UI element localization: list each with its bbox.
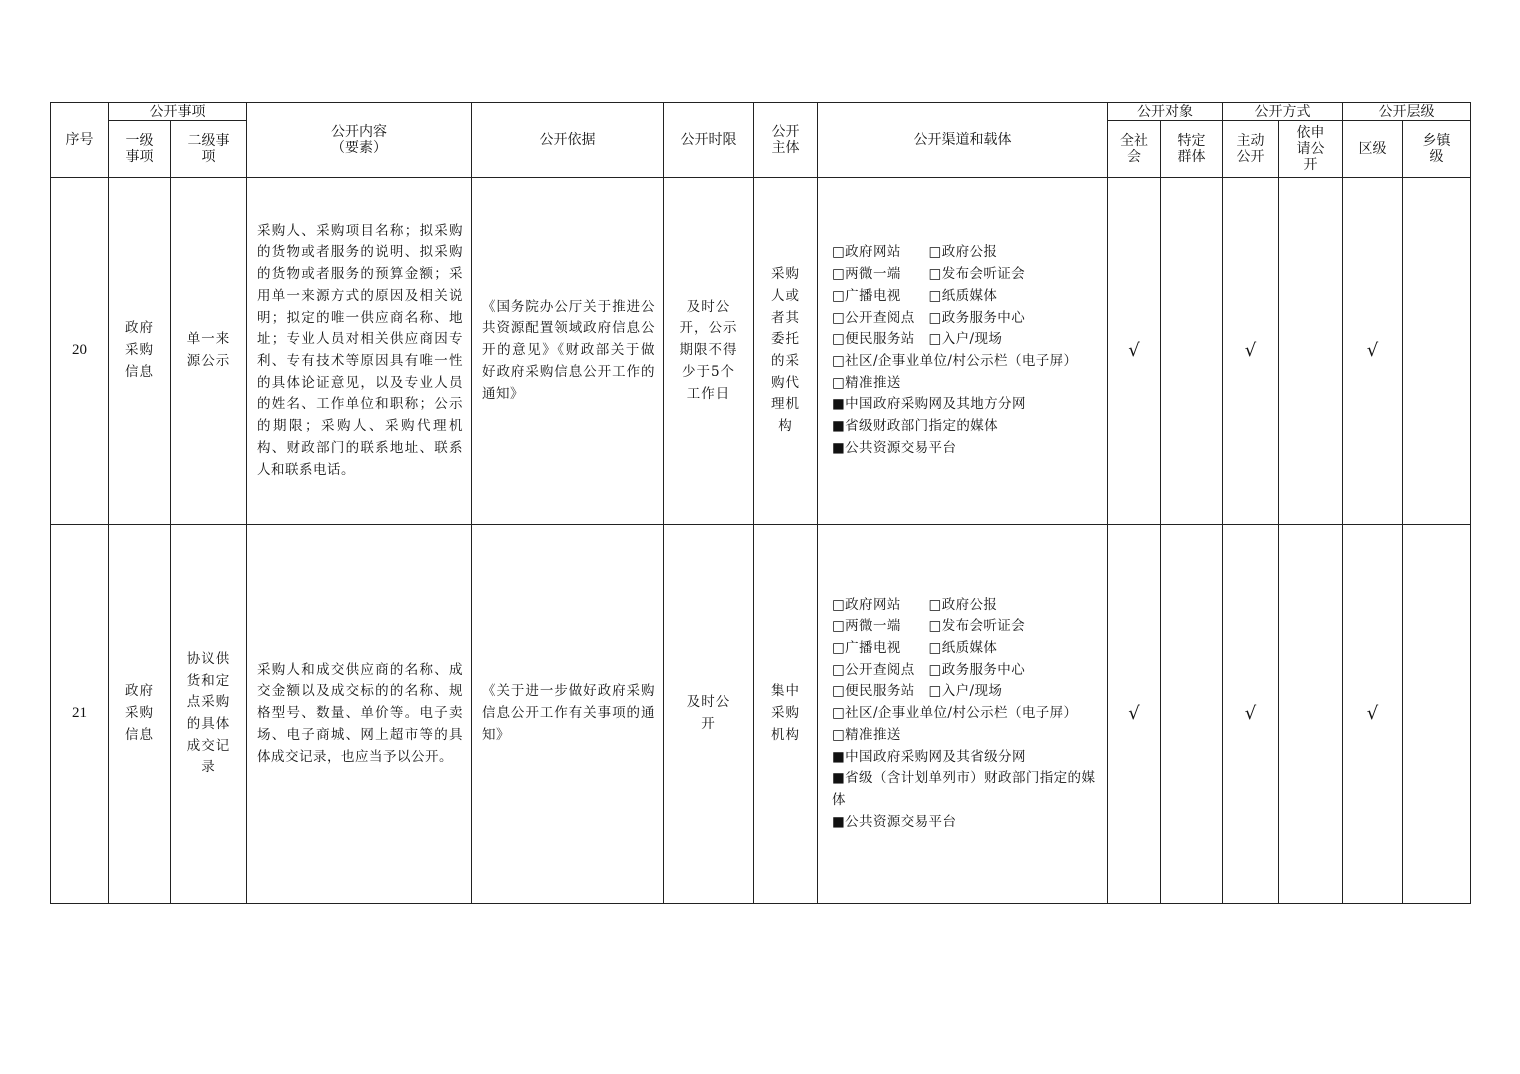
header-group-items-label: 公开事项 bbox=[149, 103, 206, 120]
header-seq bbox=[51, 103, 109, 178]
header-method-request bbox=[1279, 121, 1343, 178]
row-time-limit: 及时公 开，公示 期限不得 少于5个 工作日 bbox=[664, 178, 754, 525]
disclosure-table bbox=[50, 102, 1471, 904]
header-row-1 bbox=[51, 103, 1471, 121]
header-method-active-label: 主动 公开 bbox=[1236, 133, 1265, 165]
channel-item: □精准推送 bbox=[832, 726, 901, 743]
channel-item: □社区/企事业单位/村公示栏（电子屏） bbox=[832, 353, 1078, 369]
channel-item: ■公共资源交易平台 bbox=[832, 439, 957, 456]
row-content: 采购人和成交供应商的名称、成交金额以及成交标的的名称、规格型号、数量、单价等。电子卖场、电子商城、网上超市等的具体成交记录，也应当予以公开。 bbox=[247, 525, 472, 904]
row-target-all-check: √ bbox=[1108, 178, 1161, 525]
header-target-all-label: 全社 会 bbox=[1120, 133, 1148, 165]
row-level-district-check: √ bbox=[1343, 178, 1403, 525]
channel-item: □两微一端 □发布会听证会 bbox=[832, 618, 1026, 635]
channel-item: □广播电视 □纸质媒体 bbox=[832, 287, 998, 304]
header-method-request-label: 依申 请公 开 bbox=[1296, 125, 1325, 173]
row-level-district-check: √ bbox=[1343, 525, 1403, 904]
header-subject bbox=[754, 103, 818, 178]
header-channel-label: 公开渠道和载体 bbox=[913, 132, 1012, 148]
header-level-district-label: 区级 bbox=[1358, 141, 1387, 157]
header-group-method bbox=[1223, 103, 1343, 121]
row-seq: 21 bbox=[51, 525, 109, 904]
channel-item: □便民服务站 □入户/现场 bbox=[832, 683, 1003, 700]
row-target-specific-check bbox=[1161, 525, 1223, 904]
header-target-all bbox=[1108, 121, 1161, 178]
header-time-limit bbox=[664, 103, 754, 178]
row-content: 采购人、采购项目名称；拟采购的货物或者服务的说明、拟采购的货物或者服务的预算金额；采用单一来源方式的原因及相关说明；拟定的唯一供应商名称、地址；专业人员对相关供应商因专利、专有技术等原因具有唯一性的具体论证意见，以及专业人员的姓名、工作单位和职称；公示的期限；采购人、采购代理机构、财政部门的联系地址、联系人和联系电话。 bbox=[247, 178, 472, 525]
header-subject-label: 公开 主体 bbox=[771, 124, 800, 156]
channel-item: □两微一端 □发布会听证会 bbox=[832, 266, 1026, 283]
channel-item: ■省级（含计划单列市）财政部门指定的媒体 bbox=[832, 770, 1096, 808]
row-method-active-check: √ bbox=[1223, 178, 1279, 525]
channel-item: ■省级财政部门指定的媒体 bbox=[832, 418, 999, 435]
header-basis bbox=[472, 103, 664, 178]
header-level-town bbox=[1403, 121, 1471, 178]
row-basis: 《关于进一步做好政府采购信息公开工作有关事项的通知》 bbox=[472, 525, 664, 904]
row-level1: 政府 采购 信息 bbox=[109, 525, 171, 904]
row-level-town-check bbox=[1403, 178, 1471, 525]
row-target-specific-check bbox=[1161, 178, 1223, 525]
header-level2-label: 二级事 项 bbox=[187, 133, 230, 165]
row-target-all-check: √ bbox=[1108, 525, 1161, 904]
row-time-limit: 及时公 开 bbox=[664, 525, 754, 904]
channel-item: □广播电视 □纸质媒体 bbox=[832, 640, 998, 657]
header-group-level-label: 公开层级 bbox=[1378, 103, 1435, 120]
header-level2 bbox=[171, 121, 247, 178]
channel-item: ■中国政府采购网及其地方分网 bbox=[832, 396, 1026, 413]
channel-item: □政府网站 □政府公报 bbox=[832, 244, 998, 261]
header-time-limit-label: 公开时限 bbox=[680, 132, 737, 148]
header-target-specific-label: 特定 群体 bbox=[1177, 133, 1206, 165]
header-content bbox=[247, 103, 472, 178]
channel-item: □社区/企事业单位/村公示栏（电子屏） bbox=[832, 705, 1078, 722]
table-row bbox=[51, 178, 1471, 525]
header-group-target bbox=[1108, 103, 1223, 121]
channel-item: □公开查阅点 □政务服务中心 bbox=[832, 309, 1026, 326]
header-seq-label: 序号 bbox=[65, 132, 94, 148]
row-basis: 《国务院办公厅关于推进公共资源配置领域政府信息公开的意见》《财政部关于做好政府采购信息公开工作的通知》 bbox=[472, 178, 664, 525]
header-content-label: 公开内容 （要素） bbox=[331, 124, 387, 156]
row-level2: 协议供 货和定 点采购 的具体 成交记 录 bbox=[171, 525, 247, 904]
channel-item: □政府网站 □政府公报 bbox=[832, 596, 998, 613]
row-level1: 政府 采购 信息 bbox=[109, 178, 171, 525]
header-channel bbox=[818, 103, 1108, 178]
channel-item: ■公共资源交易平台 bbox=[832, 813, 957, 830]
header-group-target-label: 公开对象 bbox=[1137, 103, 1193, 120]
header-group-method-label: 公开方式 bbox=[1254, 103, 1311, 120]
header-group-items bbox=[109, 103, 247, 121]
header-level-town-label: 乡镇 级 bbox=[1422, 133, 1451, 165]
channel-item: ■中国政府采购网及其省级分网 bbox=[832, 748, 1026, 765]
row-method-request-check bbox=[1279, 525, 1343, 904]
channel-item: □公开查阅点 □政务服务中心 bbox=[832, 661, 1026, 678]
row-level2: 单一来 源公示 bbox=[171, 178, 247, 525]
header-level-district bbox=[1343, 121, 1403, 178]
row-seq: 20 bbox=[51, 178, 109, 525]
row-channels bbox=[818, 525, 1108, 904]
row-subject: 集中 采购 机构 bbox=[754, 525, 818, 904]
channel-item: □便民服务站 □入户/现场 bbox=[832, 331, 1003, 348]
row-subject: 采购 人或 者其 委托 的采 购代 理机 构 bbox=[754, 178, 818, 525]
header-method-active bbox=[1223, 121, 1279, 178]
header-basis-label: 公开依据 bbox=[539, 132, 596, 148]
row-method-request-check bbox=[1279, 178, 1343, 525]
row-method-active-check: √ bbox=[1223, 525, 1279, 904]
row-channels bbox=[818, 178, 1108, 525]
header-level1-label: 一级 事项 bbox=[125, 133, 154, 165]
row-level-town-check bbox=[1403, 525, 1471, 904]
header-group-level bbox=[1343, 103, 1471, 121]
header-level1 bbox=[109, 121, 171, 178]
header-target-specific bbox=[1161, 121, 1223, 178]
table-row bbox=[51, 525, 1471, 904]
channel-item: □精准推送 bbox=[832, 374, 901, 391]
